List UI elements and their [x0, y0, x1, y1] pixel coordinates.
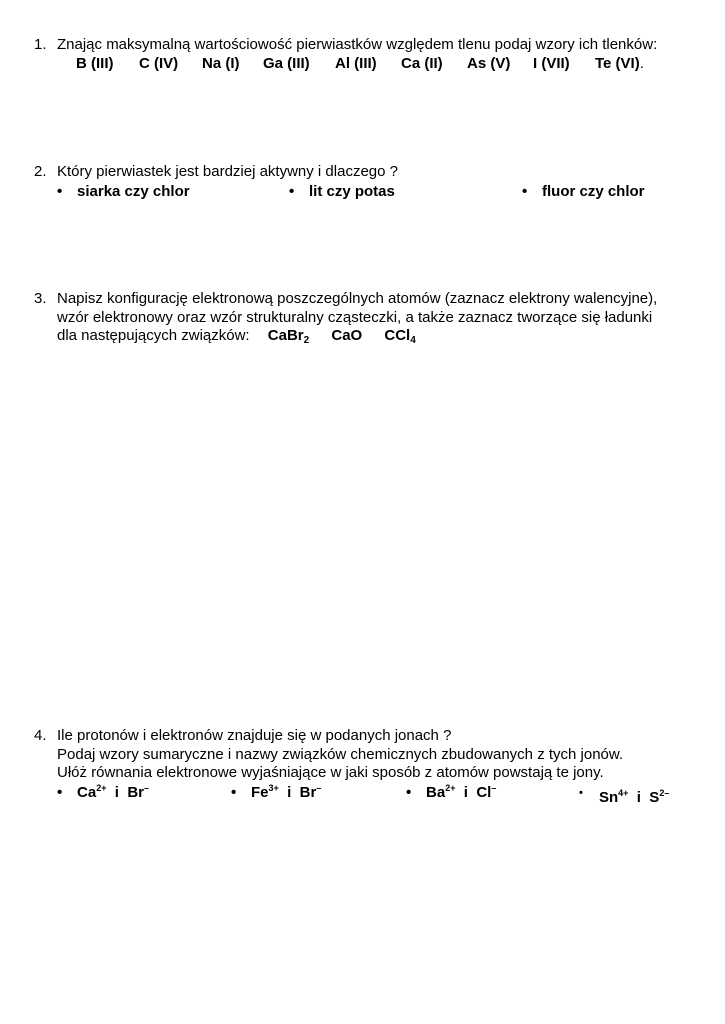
anion-charge: –	[143, 782, 149, 793]
bullet-icon: •	[522, 182, 528, 200]
question-4-text-line	[34, 764, 705, 783]
question-2-text-line	[34, 163, 705, 182]
trailing-period: .	[639, 54, 644, 72]
ion-pair-item	[406, 783, 496, 803]
question-1	[34, 36, 705, 75]
question-1-text-line	[34, 36, 705, 55]
bullet-item	[289, 182, 395, 202]
element-item: Na (I)	[202, 54, 240, 72]
bullet-icon: •	[579, 786, 583, 799]
element-list	[34, 55, 705, 75]
question-number: 3.	[34, 290, 47, 307]
question-text: Napisz konfigurację elektronową poszczególnych atomów (zaznacz elektrony walencyjne),	[57, 290, 658, 307]
bullet-item	[57, 182, 190, 202]
ion-pair-item	[57, 783, 149, 803]
compound-base: CaBr	[267, 327, 304, 344]
question-4	[34, 727, 705, 805]
bullet-item	[522, 182, 645, 202]
cation-charge: 2+	[445, 782, 456, 793]
bullet-text: lit czy potas	[309, 182, 395, 200]
cation: Ba	[426, 783, 446, 801]
question-4-text-line	[34, 727, 705, 746]
bullet-icon: •	[57, 182, 63, 200]
anion-charge: –	[316, 782, 322, 793]
question-text: Ułóż równania elektronowe wyjaśniające w jaki sposób z atomów powstają te jony.	[57, 764, 604, 781]
compound-formula	[268, 327, 309, 344]
question-3-text-line	[34, 327, 705, 346]
question-3-text-line	[34, 309, 705, 328]
bullet-text: fluor czy chlor	[542, 182, 645, 200]
bullet-icon: •	[289, 182, 295, 200]
anion: Br	[299, 783, 317, 801]
compound-subscript: 4	[410, 335, 416, 346]
joiner: i	[287, 783, 292, 801]
compound-base: CaO	[331, 327, 363, 344]
question-text: wzór elektronowy oraz wzór strukturalny cząsteczki, a także zaznacz tworzące się ładunki	[57, 308, 653, 326]
question-4-text-line	[34, 746, 705, 765]
bullet-icon: •	[231, 783, 237, 801]
cation-charge: 3+	[268, 782, 279, 793]
anion: Br	[127, 783, 144, 801]
compound-formula	[384, 327, 415, 344]
cation: Sn	[599, 788, 619, 806]
element-item	[595, 55, 644, 73]
question-3	[34, 290, 705, 346]
question-text: Znając maksymalną wartościowość pierwiastków względem tlenu podaj wzory ich tlenków:	[57, 36, 658, 53]
compound-formula	[331, 327, 362, 344]
element-item: As (V)	[467, 54, 511, 72]
ion-pair-list	[34, 783, 705, 805]
joiner: i	[114, 783, 119, 801]
question-text: Który pierwiastek jest bardziej aktywny i dlaczego ?	[57, 163, 398, 180]
bullet-icon: •	[57, 783, 63, 801]
anion: Cl	[476, 783, 492, 801]
question-text: dla następujących związków:	[57, 327, 250, 344]
element-item: Al (III)	[335, 54, 377, 72]
element-item: Ga (III)	[263, 54, 310, 72]
question-number: 4.	[34, 727, 47, 744]
question-text: Ile protonów i elektronów znajduje się w podanych jonach ?	[57, 727, 452, 744]
ion-pair-item	[579, 783, 669, 808]
element-item: Ca (II)	[401, 54, 443, 72]
question-2	[34, 163, 705, 204]
question-number: 2.	[34, 163, 47, 180]
cation: Ca	[77, 783, 97, 801]
joiner: i	[636, 788, 641, 806]
bullet-text: siarka czy chlor	[77, 182, 190, 200]
question-text: Podaj wzory sumaryczne i nazwy związków chemicznych zbudowanych z tych jonów.	[57, 745, 624, 763]
question-number: 1.	[34, 36, 47, 53]
anion: S	[649, 788, 660, 806]
bullet-list	[34, 182, 705, 204]
compound-base: CCl	[384, 327, 411, 344]
anion-charge: 2–	[659, 787, 670, 798]
bullet-icon: •	[406, 783, 412, 801]
element-item: I (VII)	[533, 54, 570, 72]
cation: Fe	[251, 783, 269, 801]
ion-pair-item	[231, 783, 321, 803]
element-item-text: Te (VI)	[595, 54, 640, 72]
joiner: i	[463, 783, 468, 801]
question-3-text-line	[34, 290, 705, 309]
cation-charge: 4+	[618, 787, 629, 798]
compound-subscript: 2	[303, 335, 310, 346]
element-item: B (III)	[76, 54, 114, 72]
cation-charge: 2+	[96, 782, 107, 793]
element-item: C (IV)	[139, 54, 179, 72]
anion-charge: –	[491, 782, 497, 793]
